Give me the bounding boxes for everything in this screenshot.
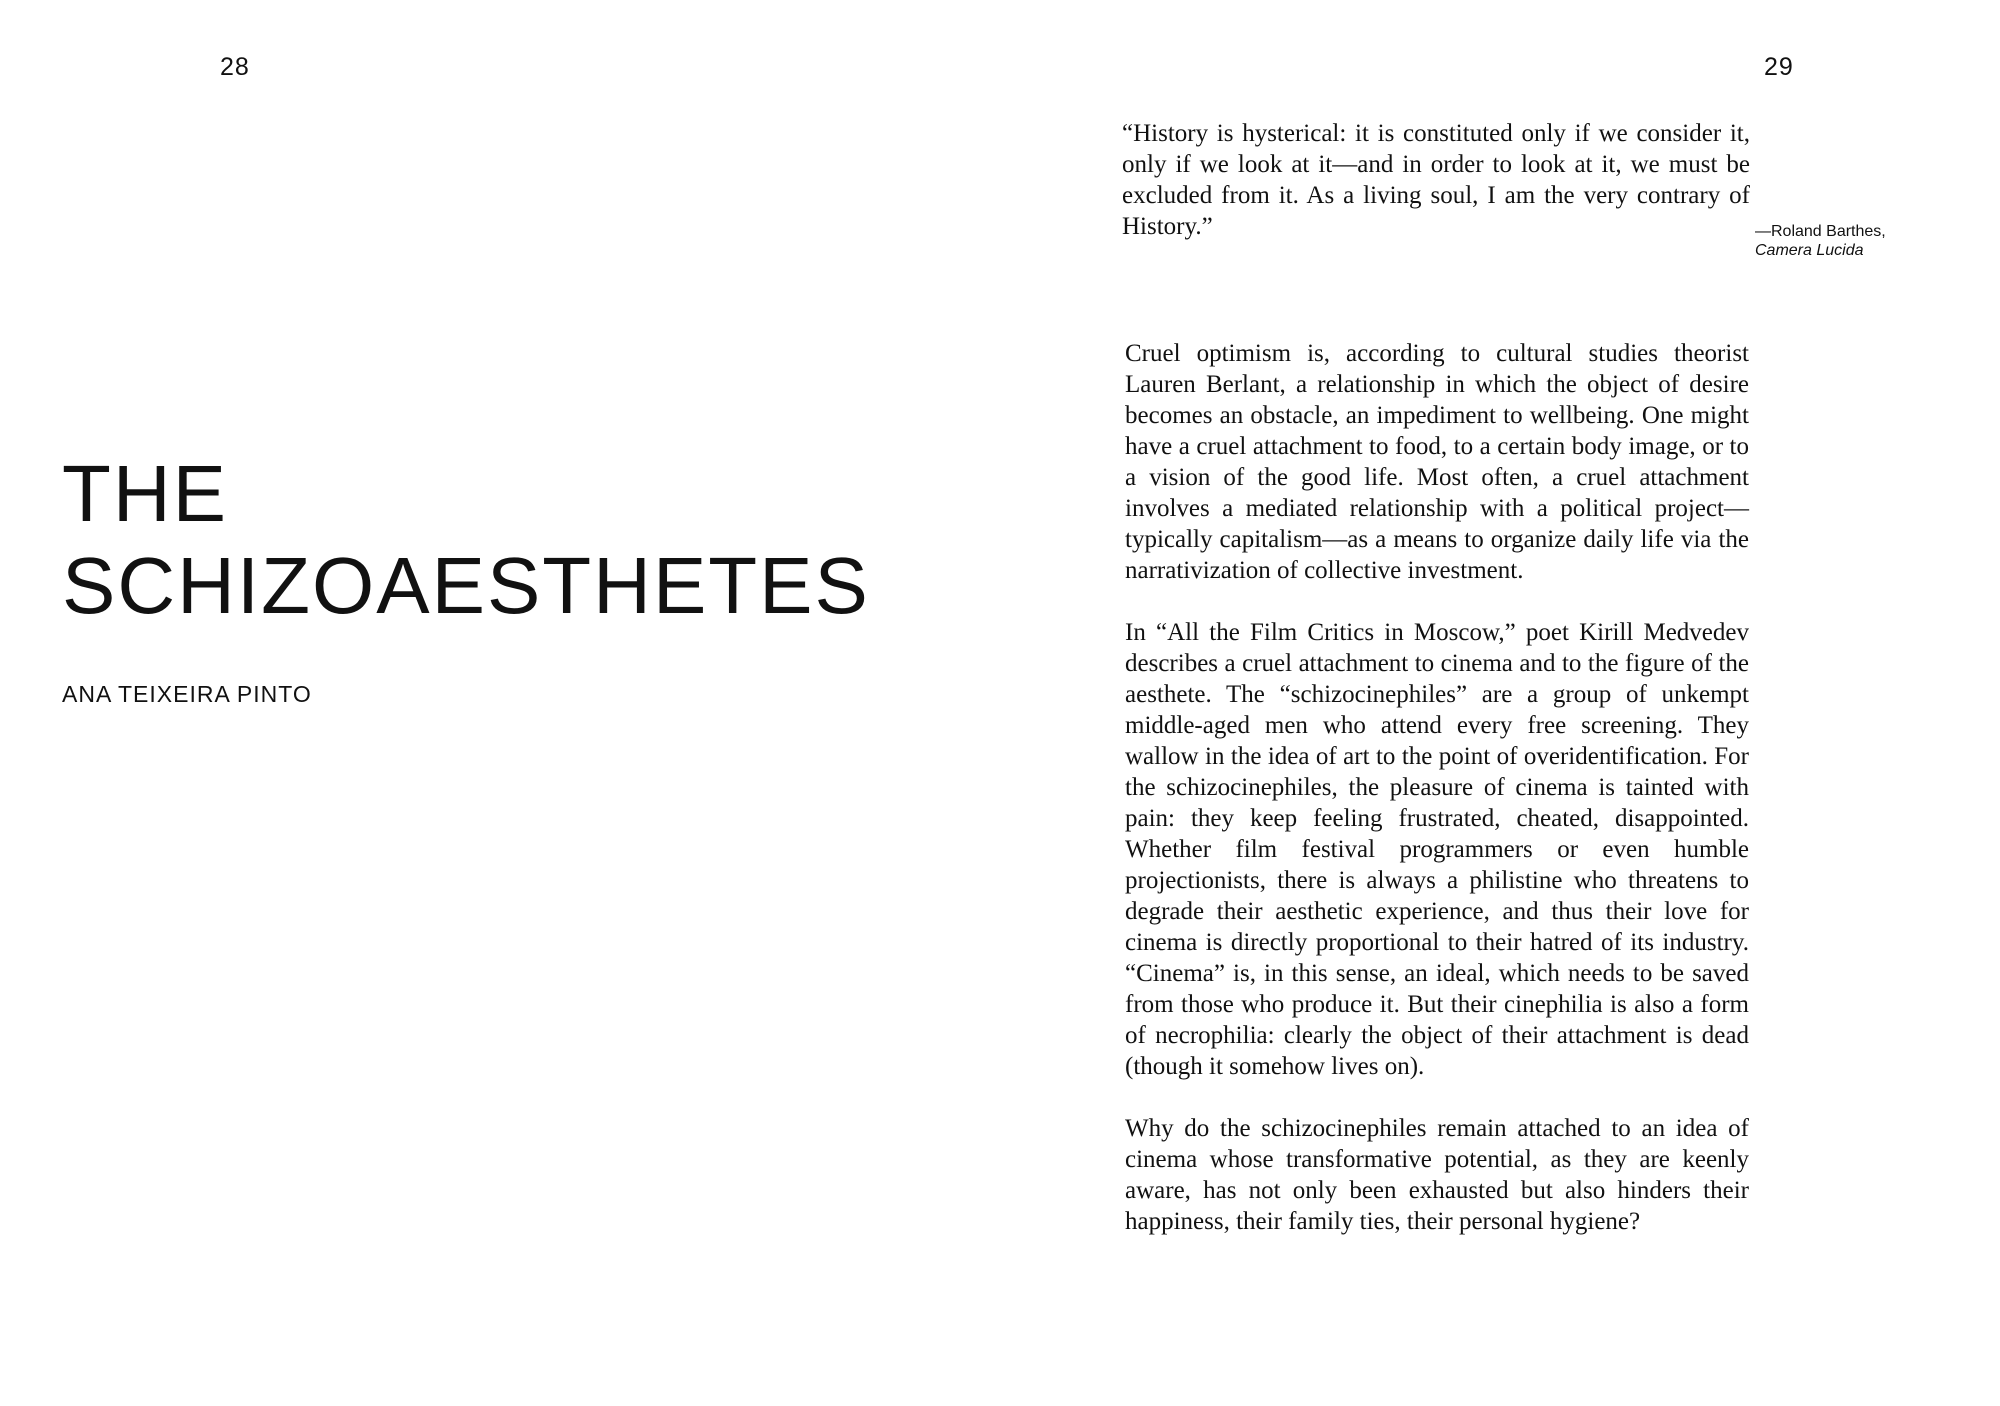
paragraph: Cruel optimism is, according to cultural studies theorist Lauren Berlant, a relationship in which the object of desire becomes an obstacle, an impediment to wellbeing. One might have a cruel attachment to food, to a certain body image, or to a vision of the good life. Most often, a cruel attachment involves a mediated relationship with a political project—typically capitalism—as a means to organize daily life via the narrativization of collective investment.	[1125, 340, 1749, 584]
epigraph-author: —Roland Barthes,	[1755, 223, 1886, 240]
page-number: 28	[220, 53, 250, 81]
epigraph-attribution	[1755, 222, 1886, 260]
epigraph-quote: “History is hysterical: it is constituted only if we consider it, only if we look at it—and in order to look at it, we must be excluded from it. As a living soul, I am the very contrary of History.”	[1122, 120, 1750, 240]
body-text	[1125, 338, 1749, 1268]
title-line: THE	[62, 449, 228, 538]
paragraph: In “All the Film Critics in Moscow,” poet Kirill Medvedev describes a cruel attachment to cinema and to the figure of the aesthete. The “schizocinephiles” are a group of unkempt middle-aged men who attend every free screening. They wallow in the idea of art to the point of overidentification. For the schizocinephiles, the pleasure of cinema is tainted with pain: they keep feeling frustrated, cheated, disappointed. Whether film festival programmers or even humble projectionists, there is always a philistine who threatens to degrade their aesthetic experience, and thus their love for cinema is directly proportional to their hatred of its industry. “Cinema” is, in this sense, an ideal, which needs to be saved from those who produce it. But their cinephilia is also a form of necrophilia: clearly the object of their attachment is dead (though it somehow lives on).	[1125, 619, 1749, 1080]
author-name: ANA TEIXEIRA PINTO	[62, 681, 312, 707]
title-line: SCHIZOAESTHETES	[62, 541, 870, 630]
right-page	[1000, 0, 2000, 1406]
epigraph-source: Camera Lucida	[1755, 242, 1864, 259]
paragraph: Why do the schizocinephiles remain attached to an idea of cinema whose transformative potential, as they are keenly aware, has not only been exhausted but also hinders their happiness, their family ties, their personal hygiene?	[1125, 1115, 1749, 1235]
essay-title	[62, 448, 870, 632]
page-number: 29	[1764, 53, 1794, 81]
